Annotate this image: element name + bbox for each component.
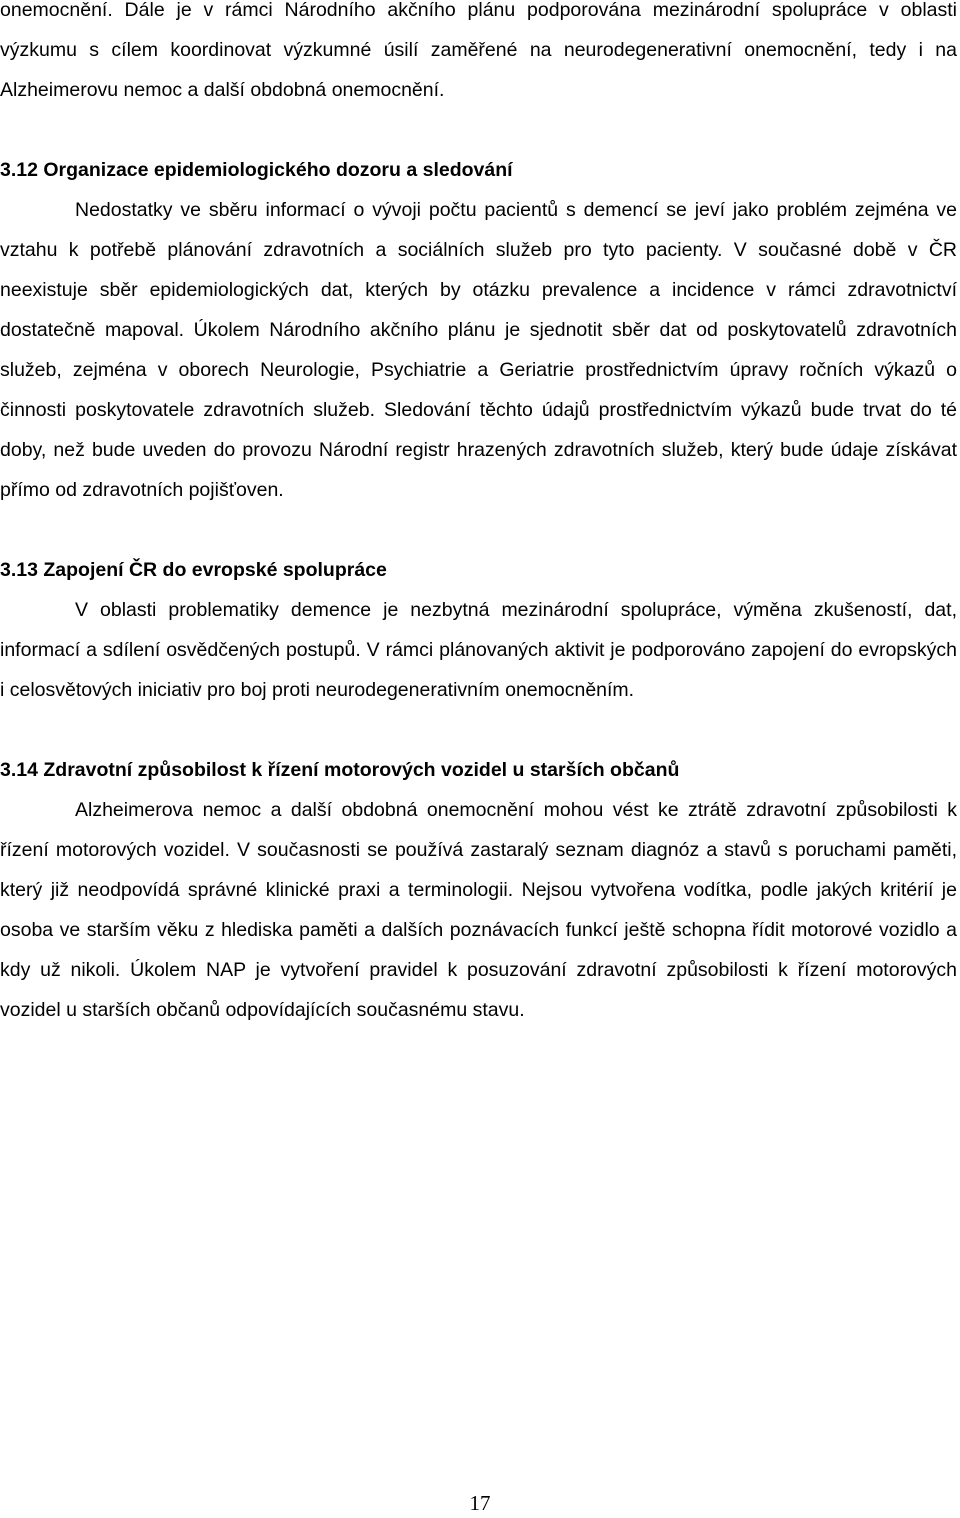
spacer bbox=[0, 710, 957, 750]
page-number: 17 bbox=[469, 1491, 491, 1515]
spacer bbox=[0, 110, 957, 150]
spacer bbox=[0, 510, 957, 550]
section-paragraph: V oblasti problematiky demence je nezbytná mezinárodní spolupráce, výměna zkušeností, dat, informací a sdílení osvědčených postupů. V rámci plánovaných aktivit je podporováno zapojení do evropských i celosvětových iniciativ pro boj proti neurodegenerativním onemocněním. bbox=[0, 599, 957, 701]
section-3-13 bbox=[0, 550, 957, 710]
section-heading: 3.13 Zapojení ČR do evropské spolupráce bbox=[0, 559, 387, 581]
section-paragraph: Alzheimerova nemoc a další obdobná onemocnění mohou vést ke ztrátě zdravotní způsobilosti k řízení motorových vozidel. V současnosti se používá zastaralý seznam diagnóz a stavů s poruchami paměti, který již neodpovídá správné klinické praxi a terminologii. Nejsou vytvořena vodítka, podle jakých kritérií je osoba ve starším věku z hlediska paměti a dalších poznávacích funkcí ještě schopna řídit motorové vozidlo a kdy už nikoli. Úkolem NAP je vytvoření pravidel k posuzování zdravotní způsobilosti k řízení motorových vozidel u starších občanů odpovídajících současnému stavu. bbox=[0, 799, 957, 1021]
section-heading: 3.14 Zdravotní způsobilost k řízení motorových vozidel u starších občanů bbox=[0, 759, 680, 781]
section-paragraph: Nedostatky ve sběru informací o vývoji počtu pacientů s demencí se jeví jako problém zejména ve vztahu k potřebě plánování zdravotních a sociálních služeb pro tyto pacienty. V současné době v ČR neexistuje sběr epidemiologických dat, kterých by otázku prevalence a incidence v rámci zdravotnictví dostatečně mapoval. Úkolem Národního akčního plánu je sjednotit sběr dat od poskytovatelů zdravotních služeb, zejména v oborech Neurologie, Psychiatrie a Geriatrie prostřednictvím úpravy ročních výkazů o činnosti poskytovatele zdravotních služeb. Sledování těchto údajů prostřednictvím výkazů bude trvat do té doby, než bude uveden do provozu Národní registr hrazených zdravotních služeb, který bude údaje získávat přímo od zdravotních pojišťoven. bbox=[0, 199, 957, 501]
intro-paragraph: onemocnění. Dále je v rámci Národního akčního plánu podporována mezinárodní spolupráce v oblasti výzkumu s cílem koordinovat výzkumné úsilí zaměřené na neurodegenerativní onemocnění, tedy i na Alzheimerovu nemoc a další obdobná onemocnění. bbox=[0, 0, 957, 101]
section-heading: 3.12 Organizace epidemiologického dozoru a sledování bbox=[0, 159, 513, 181]
section-3-12 bbox=[0, 150, 957, 510]
section-3-14 bbox=[0, 750, 957, 1030]
